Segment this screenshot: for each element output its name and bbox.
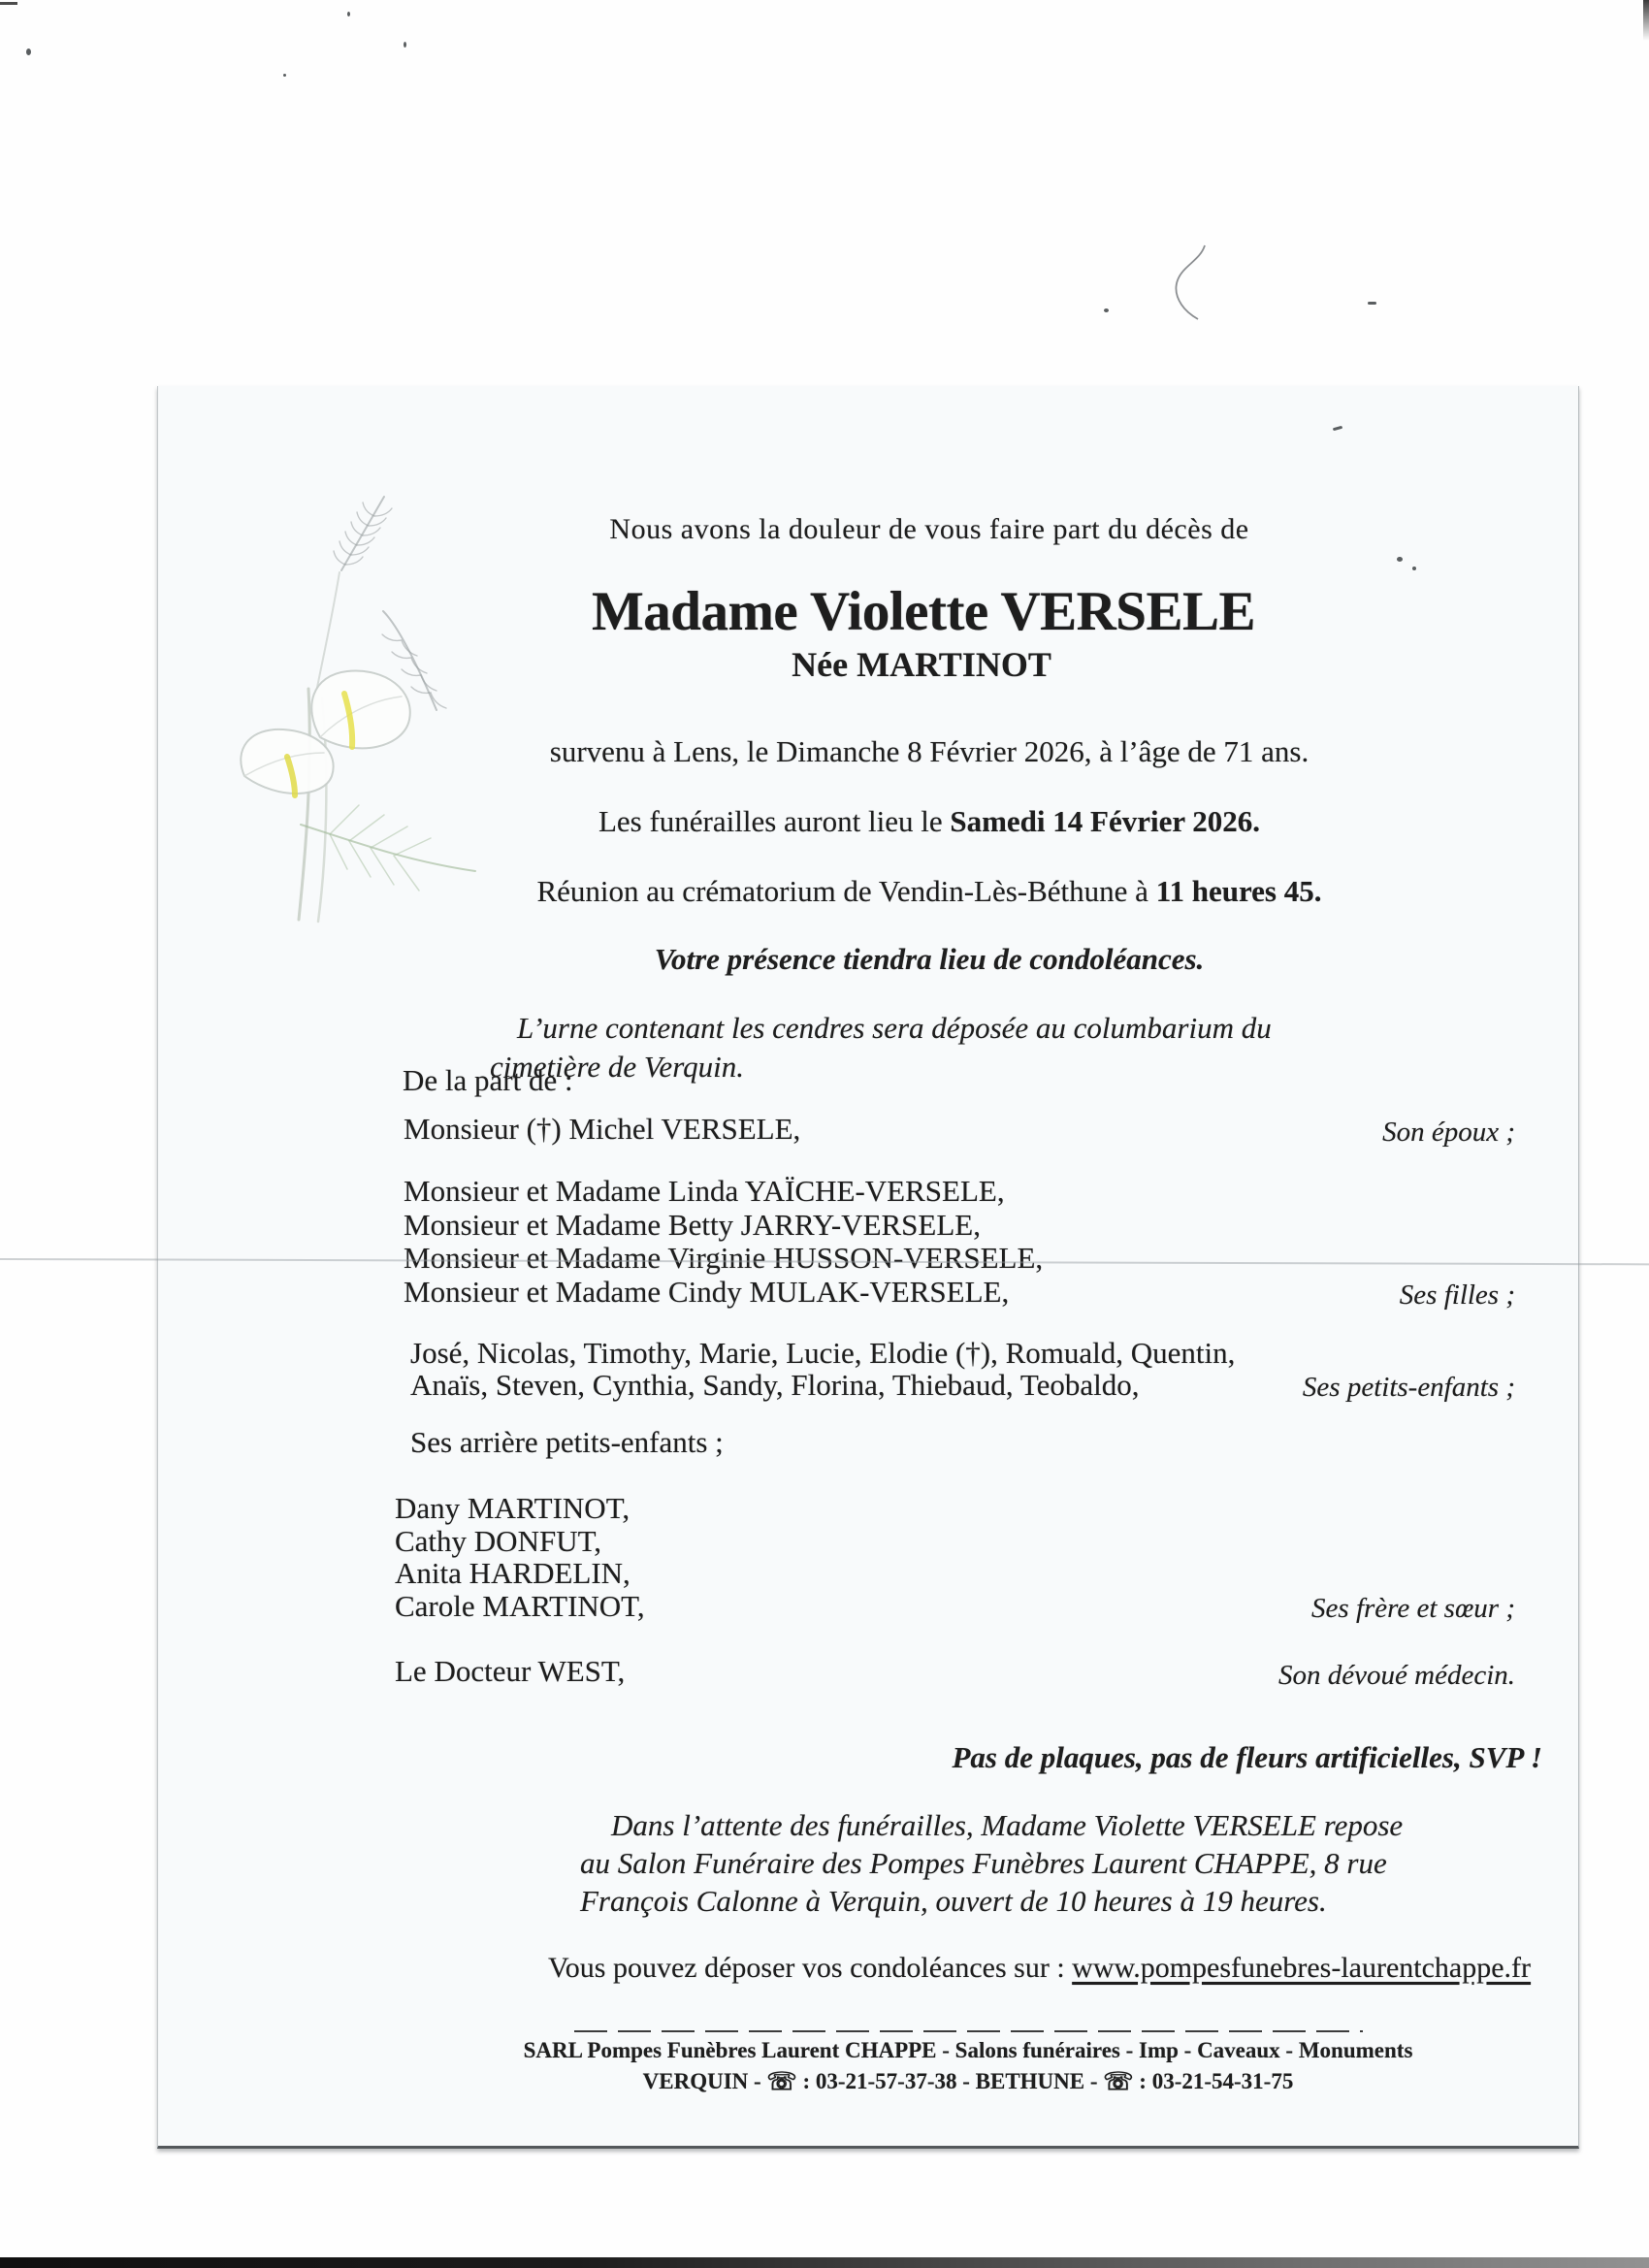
online-condolences-line bbox=[548, 1952, 1531, 1985]
great-grandchildren-label: Ses arrière petits-enfants ; bbox=[410, 1425, 724, 1459]
sibling-line: Carole MARTINOT, bbox=[395, 1588, 645, 1623]
sibling-line: Anita HARDELIN, bbox=[395, 1556, 630, 1590]
scan-speck bbox=[347, 12, 350, 16]
deceased-name: Madame Violette VERSELE bbox=[591, 581, 1256, 642]
scan-speck bbox=[1397, 557, 1403, 562]
scanner-edge-bar bbox=[0, 2257, 1649, 2268]
condolence-note: Votre présence tiendra lieu de condoléances. bbox=[654, 942, 1205, 976]
repose-note: Dans l’attente des funérailles, Madame Violette VERSELE repose au Salon Funéraire des Pompes Funèbres Laurent CHAPPE, 8 rue François Calonne à Verquin, ouvert de 10 heures à 19 heures. bbox=[580, 1808, 1404, 1918]
grandchildren-relation: Ses petits-enfants ; bbox=[1302, 1372, 1515, 1403]
gathering-prefix: Réunion au crématorium de Vendin-Lès-Béthune à bbox=[536, 874, 1156, 908]
scan-speck bbox=[1104, 308, 1109, 312]
urn-note: L’urne contenant les cendres sera déposée au columbarium du cimetière de Verquin. bbox=[490, 1011, 1272, 1084]
siblings-list bbox=[395, 1492, 645, 1622]
spouse-relation: Son époux ; bbox=[1382, 1117, 1515, 1148]
no-flowers-note: Pas de plaques, pas de fleurs artificielles, SVP ! bbox=[952, 1740, 1542, 1774]
scan-edge-artifact bbox=[1643, 0, 1649, 41]
phone-icon: ☏ bbox=[766, 2069, 797, 2095]
footer-phone-1: : 03-21-57-37-38 - BETHUNE - bbox=[796, 2069, 1104, 2093]
scan-speck bbox=[1368, 302, 1376, 305]
funeral-prefix: Les funérailles auront lieu le bbox=[598, 804, 951, 838]
spouse-name: Monsieur (†) Michel VERSELE, bbox=[404, 1112, 801, 1146]
death-info-line: survenu à Lens, le Dimanche 8 Février 2026, à l’âge de 71 ans. bbox=[549, 734, 1310, 768]
scan-speck bbox=[404, 42, 406, 48]
scan-speck bbox=[1412, 567, 1416, 570]
footer-city-1: VERQUIN - bbox=[642, 2069, 767, 2093]
gathering-time: 11 heures 45. bbox=[1155, 874, 1322, 908]
siblings-relation: Ses frère et sœur ; bbox=[1311, 1593, 1515, 1624]
daughters-relation: Ses filles ; bbox=[1399, 1280, 1515, 1311]
footer-contact-line bbox=[289, 2066, 1647, 2095]
daughters-list bbox=[404, 1175, 1043, 1309]
funeral-date: Samedi 14 Février 2026. bbox=[950, 804, 1261, 838]
grandchildren-line-1: José, Nicolas, Timothy, Marie, Lucie, Elodie (†), Romuald, Quentin, bbox=[410, 1336, 1236, 1370]
from-label: De la part de : bbox=[403, 1063, 573, 1097]
footer-company-line: SARL Pompes Funèbres Laurent CHAPPE - Salons funéraires - Imp - Caveaux - Monuments bbox=[523, 2038, 1413, 2062]
pen-squiggle-mark bbox=[1164, 238, 1222, 330]
scan-speck bbox=[283, 74, 286, 77]
daughter-line: Monsieur et Madame Cindy MULAK-VERSELE, bbox=[404, 1274, 1010, 1309]
maiden-name: Née MARTINOT bbox=[792, 645, 1051, 684]
daughter-line: Monsieur et Madame Linda YAÏCHE-VERSELE, bbox=[404, 1174, 1005, 1208]
sibling-line: Dany MARTINOT, bbox=[395, 1491, 630, 1525]
scan-edge-artifact bbox=[0, 2, 17, 5]
footer-phone-2: : 03-21-54-31-75 bbox=[1133, 2069, 1294, 2093]
scan-speck bbox=[26, 49, 31, 55]
phone-icon: ☏ bbox=[1103, 2069, 1134, 2095]
gathering-line bbox=[250, 874, 1608, 909]
sibling-line: Cathy DONFUT, bbox=[395, 1523, 601, 1558]
condolences-url-link[interactable]: www.pompesfunebres-laurentchappe.fr bbox=[1072, 1952, 1532, 1984]
doctor-relation: Son dévoué médecin. bbox=[1278, 1660, 1515, 1691]
daughter-line: Monsieur et Madame Betty JARRY-VERSELE, bbox=[404, 1207, 981, 1242]
daughter-line: Monsieur et Madame Virginie HUSSON-VERSELE, bbox=[404, 1241, 1044, 1276]
doctor-name: Le Docteur WEST, bbox=[395, 1654, 626, 1688]
footer-divider bbox=[574, 2030, 1363, 2032]
grandchildren-line-2: Anaïs, Steven, Cynthia, Sandy, Florina, Thiebaud, Teobaldo, bbox=[410, 1368, 1140, 1402]
online-condolences-prefix: Vous pouvez déposer vos condoléances sur : bbox=[548, 1952, 1073, 1984]
funeral-date-line bbox=[250, 804, 1608, 839]
intro-line: Nous avons la douleur de vous faire part du décès de bbox=[609, 513, 1249, 545]
